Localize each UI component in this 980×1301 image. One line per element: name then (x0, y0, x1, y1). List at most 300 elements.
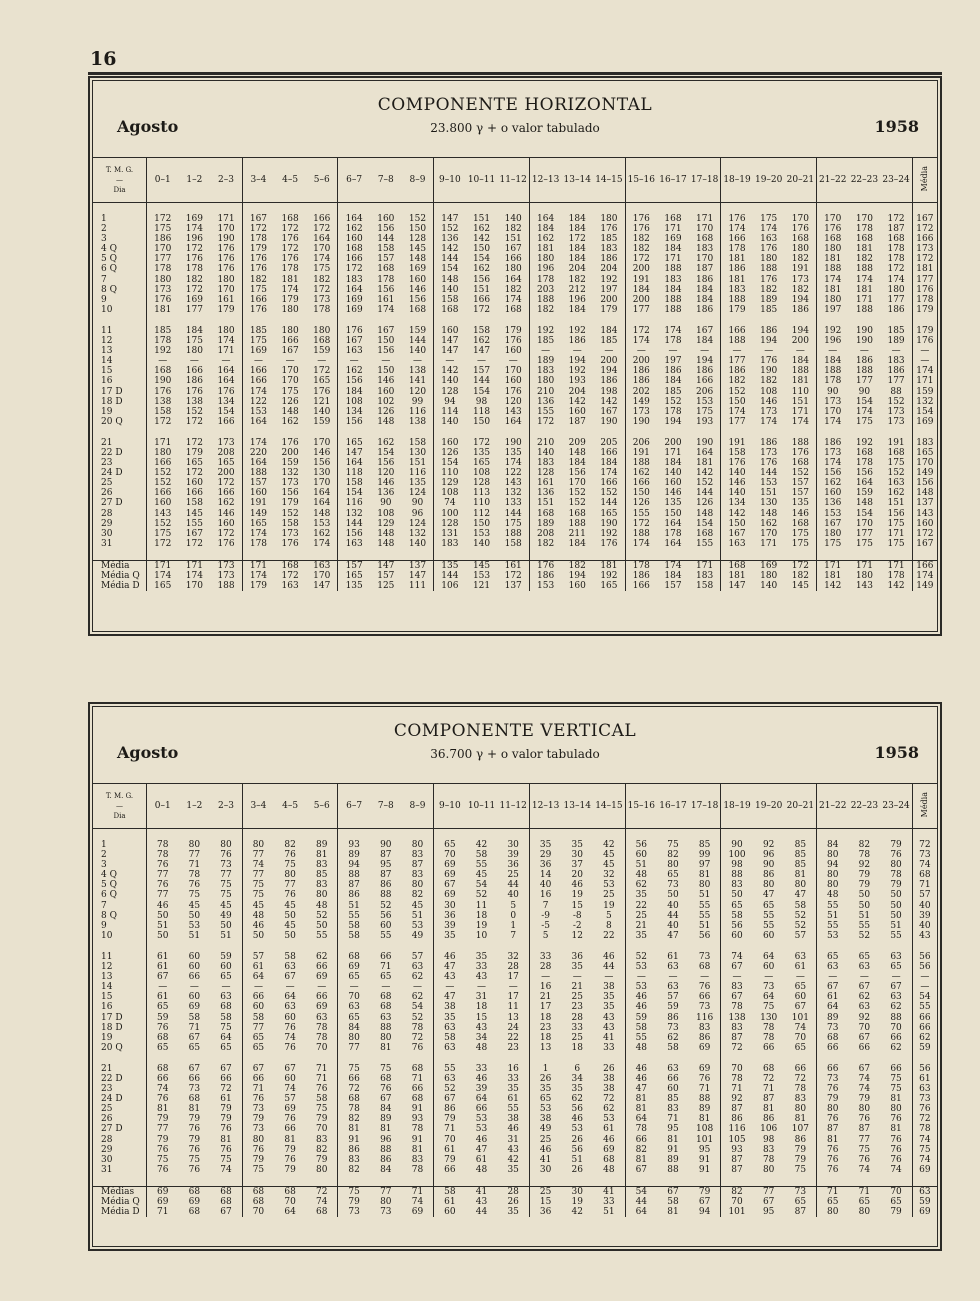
cell-value: 162 (377, 437, 395, 448)
cell-value: 166 (689, 376, 721, 386)
cell-value: 153 (306, 519, 338, 529)
cell-value: 186 (632, 366, 650, 377)
cell-value: 60 (762, 962, 775, 973)
cell-value: 196 (537, 264, 555, 275)
cell-value: 43 (593, 1023, 625, 1033)
cell-value: 182 (185, 274, 203, 285)
hour-header: 8–9 (402, 158, 434, 203)
cell-value: 53 (475, 1124, 488, 1135)
cell-value: 76 (402, 1043, 434, 1053)
cell-value: 140 (760, 581, 778, 592)
hour-header: 6–7 (338, 158, 370, 203)
cell-value: 177 (855, 528, 873, 539)
hour-header: 14–15 (593, 784, 625, 829)
cell-value: 167 (497, 244, 529, 254)
cell-value: 76 (858, 1154, 871, 1165)
cell-value: 62 (571, 1094, 583, 1105)
cell-value: 180 (281, 304, 299, 315)
cell-value: — (253, 356, 263, 367)
cell-value: 8 (593, 921, 625, 931)
cell-value: 186 (664, 366, 682, 377)
cell-value: 157 (785, 478, 817, 488)
cell-value: — (593, 346, 625, 356)
cell-value: 108 (345, 396, 363, 407)
cell-value: 166 (345, 254, 363, 265)
cell-value: 124 (402, 519, 434, 529)
cell-value: 172 (210, 478, 242, 488)
cell-value: 160 (824, 488, 842, 499)
cell-value: 81 (188, 1104, 201, 1115)
cell-value: 174 (760, 224, 778, 235)
row-label: 1 (93, 840, 147, 850)
cell-value: 69 (188, 1002, 201, 1013)
cell-value: 151 (497, 234, 529, 244)
cell-value: 188 (664, 304, 682, 315)
cell-value: 186 (824, 437, 842, 448)
cell-value: 66 (880, 1064, 912, 1074)
cell-value: 91 (402, 1135, 434, 1145)
cell-value: 68 (827, 1032, 839, 1043)
cell-value: 190 (210, 234, 242, 244)
summary-row (93, 571, 937, 581)
table-row (93, 397, 937, 407)
hour-header: 9–10 (434, 158, 466, 203)
cell-value: 73 (667, 1022, 679, 1033)
cell-value: -8 (572, 910, 582, 921)
cell-value: 25 (635, 910, 648, 921)
cell-value: 110 (441, 468, 459, 479)
cell-value: 157 (472, 366, 491, 377)
cell-value: 176 (760, 458, 778, 469)
spacer-row (93, 829, 937, 841)
cell-value: 147 (472, 346, 491, 357)
cell-value: 193 (568, 376, 586, 387)
row-label: 17 D (93, 1013, 147, 1023)
cell-value: 160 (154, 498, 172, 509)
cell-value: 62 (880, 1043, 912, 1053)
cell-value: 173 (210, 571, 242, 581)
cell-value: 64 (635, 1207, 648, 1218)
cell-value: 74 (156, 1084, 169, 1095)
cell-value: 69 (402, 1207, 434, 1217)
cell-value: 174 (154, 571, 172, 581)
cell-value: 173 (210, 560, 242, 571)
cell-value: 181 (537, 244, 555, 255)
cell-value: 78 (306, 1033, 338, 1043)
cell-value: 163 (345, 346, 363, 357)
row-label: 3 (93, 860, 147, 870)
cell-value: 142 (728, 508, 746, 519)
table-row (93, 529, 937, 539)
cell-value: 79 (188, 1114, 201, 1125)
cell-value: 86 (762, 870, 775, 881)
table-row (93, 1074, 937, 1084)
cell-value: 176 (497, 387, 529, 397)
cell-value: 157 (377, 254, 395, 265)
cell-value: 101 (785, 1013, 817, 1023)
cell-value: 160 (916, 518, 934, 529)
cell-value: — (541, 346, 551, 357)
cell-value: 47 (475, 1144, 488, 1155)
cell-value: 87 (348, 880, 360, 891)
cell-value: 64 (475, 1094, 488, 1105)
cell-value: 35 (593, 1002, 625, 1012)
cell-value: 65 (252, 1042, 265, 1053)
row-label: 24 D (93, 468, 147, 478)
cell-value: 188 (824, 264, 842, 275)
cell-value: 81 (306, 850, 338, 860)
cell-value: 154 (441, 458, 459, 469)
cell-value: 186 (728, 264, 746, 275)
cell-value: 148 (760, 508, 778, 519)
cell-value: 72 (785, 1074, 817, 1084)
cell-value: 176 (249, 254, 268, 265)
cell-value: 170 (306, 438, 338, 448)
cell-value: 78 (402, 1124, 434, 1134)
cell-value: — (402, 356, 434, 366)
cell-value: 174 (306, 539, 338, 549)
cell-value: 211 (568, 528, 586, 539)
cell-value: 68 (210, 1186, 242, 1197)
cell-value: 157 (249, 478, 268, 489)
table-row (93, 972, 937, 982)
cell-value: 174 (657, 560, 689, 571)
cell-value: 25 (593, 890, 625, 900)
row-label: 11 (93, 952, 147, 962)
cell-value: 122 (249, 396, 268, 407)
cell-value: 64 (252, 972, 265, 983)
cell-value: 188 (664, 294, 682, 305)
cell-value: 69 (444, 860, 456, 871)
cell-value: 85 (785, 850, 817, 860)
cell-value: 58 (444, 1032, 456, 1043)
cell-value: 182 (855, 254, 873, 265)
cell-value: 96 (380, 1134, 392, 1145)
cell-value: 168 (154, 366, 172, 377)
cell-value: 176 (760, 274, 778, 285)
cell-value: 180 (185, 346, 203, 357)
row-label: 6 Q (93, 264, 147, 274)
cell-value: 164 (689, 448, 721, 458)
cell-value: 35 (497, 1207, 529, 1217)
cell-value: 86 (689, 1033, 721, 1043)
cell-value: 40 (539, 880, 552, 891)
cell-value: 76 (156, 860, 169, 871)
cell-value: 80 (284, 870, 296, 881)
cell-value: 80 (689, 880, 721, 890)
cell-value: 204 (568, 386, 586, 397)
cell-value: 184 (568, 224, 586, 235)
cell-value: 50 (880, 901, 912, 911)
cell-value: 176 (632, 224, 650, 235)
cell-value: 122 (497, 468, 529, 478)
row-label: 25 (93, 1104, 147, 1114)
row-label: 12 (93, 336, 147, 346)
hour-header: 10–11 (466, 158, 498, 203)
cell-value: 148 (855, 498, 873, 509)
table-row (93, 931, 937, 941)
cell-value: 66 (880, 1033, 912, 1043)
cell-value: 118 (345, 468, 363, 479)
cell-value: 83 (731, 1022, 743, 1033)
table-title: COMPONENTE VERTICAL (393, 721, 637, 741)
cell-value: 154 (855, 396, 873, 407)
cell-value: 174 (497, 295, 529, 305)
cell-value: 165 (345, 437, 363, 448)
cell-value: 83 (306, 880, 338, 890)
cell-value: 35 (497, 1084, 529, 1094)
cell-value: 60 (635, 850, 648, 861)
cell-value: 16 (539, 890, 552, 901)
month-label: Agosto (117, 117, 179, 136)
cell-value: 178 (728, 244, 746, 255)
cell-value: 95 (689, 1145, 721, 1155)
cell-value: 53 (571, 1124, 583, 1135)
cell-value: 43 (919, 930, 931, 941)
cell-value: 73 (252, 1104, 265, 1115)
cell-value: 149 (916, 468, 934, 479)
cell-value: 61 (444, 1197, 456, 1207)
cell-value: 91 (348, 1134, 360, 1145)
cell-value: 180 (306, 326, 338, 336)
cell-value: 128 (537, 468, 555, 479)
cell-value: 87 (858, 1124, 871, 1135)
cell-value: 160 (441, 437, 459, 448)
cell-value: 159 (402, 326, 434, 336)
cell-value: 58 (188, 1012, 201, 1023)
cell-value: 179 (593, 305, 625, 315)
cell-value: 63 (444, 1042, 456, 1053)
cell-value: 178 (880, 254, 912, 264)
cell-value: 165 (345, 571, 363, 581)
table-row (93, 1033, 937, 1043)
cell-value: 55 (444, 1063, 456, 1074)
cell-value: 63 (880, 952, 912, 962)
cell-value: 71 (252, 1084, 265, 1095)
cell-value: 74 (919, 1154, 931, 1165)
cell-value: 40 (667, 920, 679, 931)
cell-value: 172 (916, 254, 934, 265)
cell-value: 80 (402, 840, 434, 850)
cell-value: 35 (444, 1012, 456, 1023)
cell-value: 75 (188, 890, 201, 901)
cell-value: 174 (185, 571, 203, 581)
cell-value: 190 (632, 416, 650, 427)
hour-header: 16–17 (657, 784, 689, 829)
cell-value: 82 (348, 1114, 360, 1125)
cell-value: 182 (760, 376, 778, 387)
cell-value: 66 (306, 992, 338, 1002)
cell-value: 172 (472, 437, 491, 448)
cell-value: 188 (728, 294, 746, 305)
row-label: 31 (93, 1165, 147, 1175)
cell-value: 136 (537, 396, 555, 407)
cell-value: 71 (402, 1186, 434, 1197)
day-header (93, 158, 147, 203)
cell-value: 81 (785, 870, 817, 880)
cell-value: 97 (689, 860, 721, 870)
cell-value: — (859, 346, 869, 357)
row-label: 22 D (93, 1074, 147, 1084)
cell-value: 175 (855, 416, 873, 427)
cell-value: 134 (345, 406, 363, 417)
cell-value: 38 (593, 1084, 625, 1094)
cell-value: 47 (667, 930, 679, 941)
cell-value: 180 (855, 571, 873, 581)
cell-value: 167 (345, 336, 363, 347)
cell-value: 178 (154, 264, 172, 275)
cell-value: 79 (858, 880, 871, 891)
cell-value: 55 (475, 860, 488, 871)
cell-value: 176 (210, 539, 242, 549)
cell-value: 108 (689, 1124, 721, 1134)
cell-value: 52 (635, 951, 648, 962)
cell-value: 141 (402, 376, 434, 386)
cell-value: 186 (689, 275, 721, 285)
cell-value: 187 (689, 264, 721, 274)
cell-value: 46 (635, 992, 648, 1003)
cell-value: 69 (444, 870, 456, 881)
cell-value: — (349, 982, 359, 993)
cell-value: 204 (593, 264, 625, 274)
cell-value: 182 (568, 274, 586, 285)
cell-value: 73 (667, 880, 679, 891)
cell-value: 54 (475, 880, 488, 891)
cell-value: 168 (497, 305, 529, 315)
cell-value: 74 (731, 951, 743, 962)
cell-value: 184 (568, 538, 586, 549)
cell-value: 80 (667, 860, 679, 871)
cell-value: 156 (306, 458, 338, 468)
cell-value: 171 (880, 560, 912, 571)
cell-value: 142 (824, 581, 842, 592)
table-row (93, 1023, 937, 1033)
cell-value: 208 (210, 448, 242, 458)
cell-value: 148 (377, 416, 395, 427)
cell-value: — (189, 982, 199, 993)
cell-value: 142 (880, 581, 912, 591)
cell-value: 11 (475, 900, 488, 911)
cell-value: 192 (593, 275, 625, 285)
cell-value: 33 (571, 1022, 583, 1033)
cell-value: 77 (252, 1022, 265, 1033)
cell-value: 63 (444, 1022, 456, 1033)
cell-value: 90 (380, 498, 392, 509)
cell-value: 35 (475, 951, 488, 962)
hour-header: 22–23 (848, 784, 880, 829)
cell-value: 50 (667, 890, 679, 901)
row-label: Médias (93, 1186, 147, 1197)
cell-value: 74 (919, 860, 931, 871)
cell-value: 134 (728, 498, 746, 509)
cell-value: 61 (919, 1073, 931, 1084)
spacer-row (93, 549, 937, 561)
cell-value: 164 (306, 498, 338, 508)
cell-value: — (541, 972, 551, 983)
table-row (93, 407, 937, 417)
table-row (93, 1145, 937, 1155)
cell-value: 23 (571, 1002, 583, 1013)
cell-value: 80 (880, 1104, 912, 1114)
cell-value: 50 (880, 890, 912, 900)
cell-value: 200 (785, 336, 817, 346)
cell-value: 36 (497, 860, 529, 870)
day-header-line: — (116, 802, 123, 810)
cell-value: 184 (689, 336, 721, 346)
day-header-line: T. M. G. (105, 166, 134, 174)
cell-value: 156 (377, 224, 395, 235)
cell-value: 144 (689, 488, 721, 498)
cell-value: 16 (497, 1064, 529, 1074)
cell-value: 156 (345, 528, 363, 539)
cell-value: 33 (539, 951, 552, 962)
cell-value: 156 (402, 295, 434, 305)
cell-value: 73 (827, 1073, 839, 1084)
cell-value: 182 (760, 284, 778, 295)
cell-value: 87 (731, 1164, 743, 1175)
cell-value: 110 (785, 387, 817, 397)
cell-value: — (285, 982, 295, 993)
cell-value: 55 (858, 920, 871, 931)
cell-value: 165 (185, 458, 203, 469)
cell-value: 160 (441, 325, 459, 336)
cell-value: 138 (402, 366, 434, 376)
cell-value: 71 (731, 1084, 743, 1095)
cell-value: 126 (281, 396, 299, 407)
cell-value: 170 (824, 406, 842, 417)
cell-value: 171 (664, 224, 682, 235)
cell-value: 58 (667, 1197, 679, 1207)
cell-value: 142 (441, 366, 459, 377)
cell-value: 83 (402, 870, 434, 880)
cell-value: 184 (185, 325, 203, 336)
cell-value: 65 (380, 972, 392, 983)
cell-value: 31 (497, 1135, 529, 1145)
cell-value: 67 (210, 1064, 242, 1074)
cell-value: 185 (249, 325, 268, 336)
cell-value: 79 (188, 1134, 201, 1145)
cell-value: 65 (827, 951, 839, 962)
cell-value: 174 (249, 437, 268, 448)
cell-value: 180 (785, 244, 817, 254)
cell-value: 76 (284, 1154, 296, 1165)
cell-value: 25 (571, 1032, 583, 1043)
cell-value: 176 (210, 387, 242, 397)
cell-value: 70 (348, 992, 360, 1003)
cell-value: 185 (154, 325, 172, 336)
cell-value: 59 (919, 1042, 931, 1053)
cell-value: 168 (855, 447, 873, 458)
cell-value: 171 (848, 560, 880, 571)
cell-value: 68 (210, 1002, 242, 1012)
cell-value: 61 (785, 962, 817, 972)
table-row (93, 254, 937, 264)
cell-value: 87 (402, 860, 434, 870)
cell-value: 72 (762, 1073, 775, 1084)
cell-value: 67 (188, 1032, 201, 1043)
cell-value: 142 (593, 397, 625, 407)
cell-value: 154 (916, 406, 934, 417)
cell-value: 174 (593, 468, 625, 478)
cell-value: 53 (635, 982, 648, 993)
cell-value: 98 (762, 1134, 775, 1145)
cell-value: 152 (441, 224, 459, 235)
cell-value: 68 (252, 1197, 265, 1207)
cell-value: 67 (188, 1063, 201, 1074)
hour-header: 17–18 (689, 784, 721, 829)
cell-value: 194 (593, 366, 625, 376)
cell-value: 57 (252, 951, 265, 962)
